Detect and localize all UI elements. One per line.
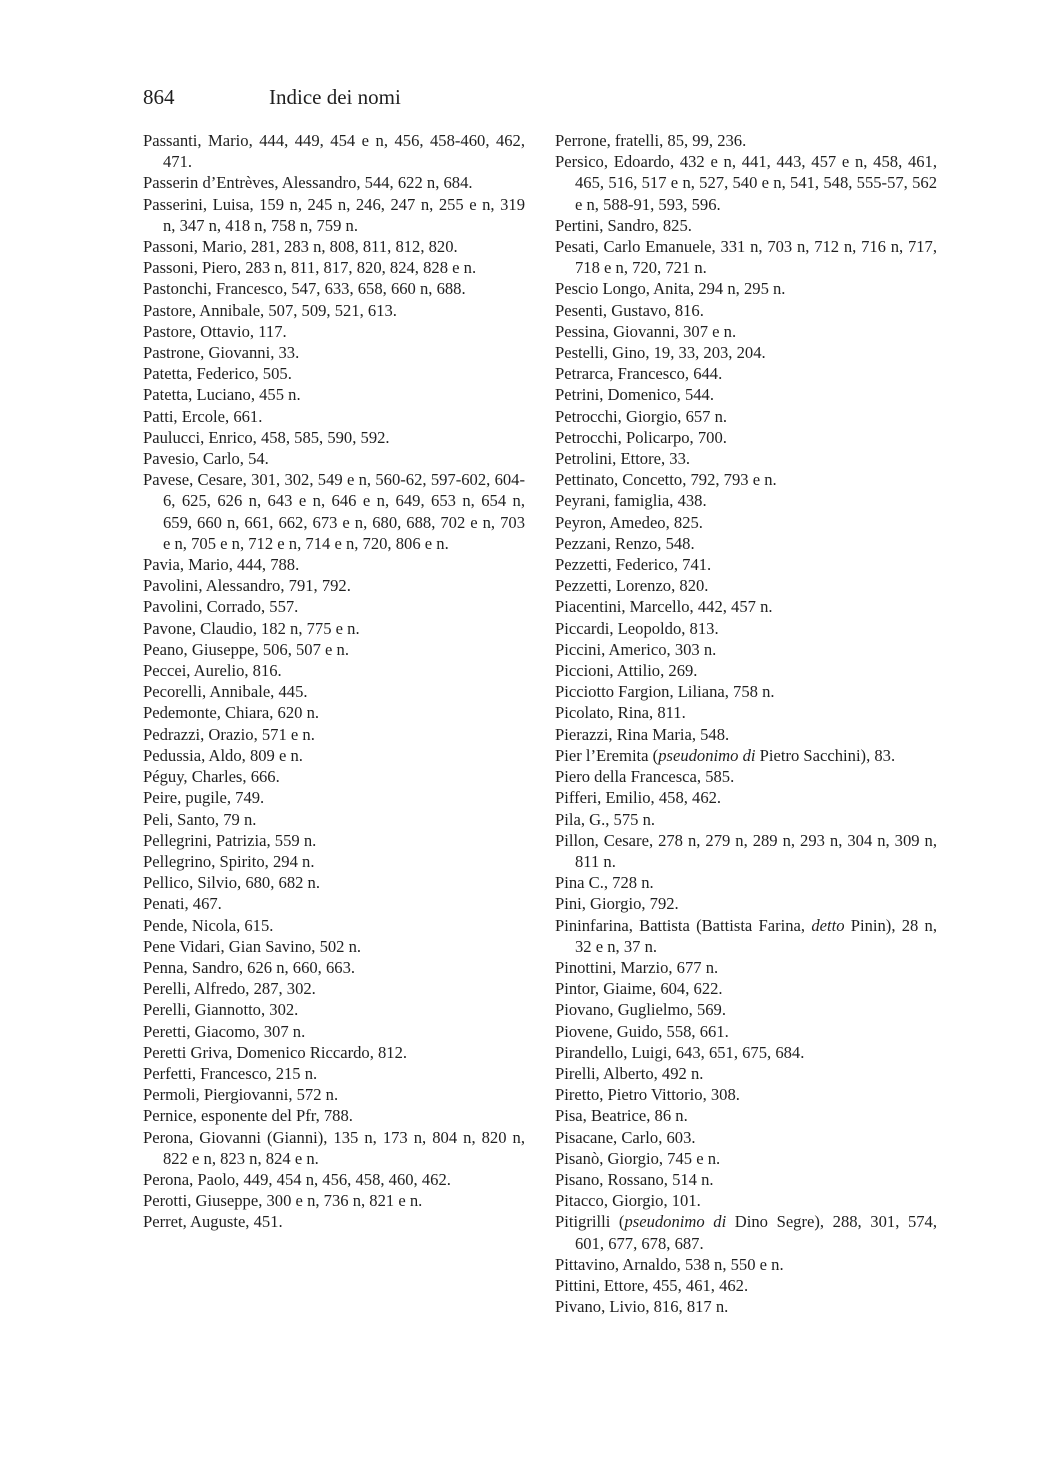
index-entry: Petrocchi, Giorgio, 657 n. — [555, 406, 728, 426]
index-entry: Pina C., 728 n. — [555, 873, 654, 893]
index-entry: Peano, Giuseppe, 506, 507 e n. — [143, 639, 350, 659]
index-entry: Pittavino, Arnaldo, 538 n, 550 e n. — [555, 1254, 784, 1274]
italic-note: pseudonimo di — [658, 745, 756, 765]
index-entry: Passoni, Piero, 283 n, 811, 817, 820, 824, 828 e n. — [143, 258, 477, 278]
italic-note: detto — [811, 915, 845, 935]
index-entry: Pittini, Ettore, 455, 461, 462. — [555, 1275, 749, 1295]
index-entry: Peyrani, famiglia, 438. — [555, 491, 707, 511]
index-entry: Pavolini, Alessandro, 791, 792. — [143, 576, 351, 596]
index-entry: Pellegrini, Patrizia, 559 n. — [143, 830, 317, 850]
index-entry: Pastore, Ottavio, 117. — [143, 321, 287, 341]
index-entry: Pinottini, Marzio, 677 n. — [555, 957, 719, 977]
italic-note: pseudonimo di — [624, 1212, 727, 1232]
index-entry: Piovene, Guido, 558, 661. — [555, 1021, 729, 1041]
index-entry: Pertini, Sandro, 825. — [555, 215, 692, 235]
index-entry: Pininfarina, Battista (Battista Farina, detto Pinin), 28 n, 32 e n, 37 n. — [555, 915, 938, 956]
page-header — [143, 82, 401, 112]
index-entry: Pedussia, Aldo, 809 e n. — [143, 745, 303, 765]
index-entry: Piretto, Pietro Vittorio, 308. — [555, 1085, 740, 1105]
index-entry: Peretti Griva, Domenico Riccardo, 812. — [143, 1042, 408, 1062]
index-entry: Pettinato, Concetto, 792, 793 e n. — [555, 470, 777, 490]
index-entry: Pitacco, Giorgio, 101. — [555, 1191, 701, 1211]
index-entry: Passoni, Mario, 281, 283 n, 808, 811, 812, 820. — [143, 237, 458, 257]
index-entry: Pisa, Beatrice, 86 n. — [555, 1106, 688, 1126]
running-title: Indice dei nomi — [269, 85, 401, 109]
index-entry: Persico, Edoardo, 432 e n, 441, 443, 457 e n, 458, 461, 465, 516, 517 e n, 527, 540 e n, 541, 548, 555-57, 562 e n, 588-91, 593, 596. — [555, 152, 937, 214]
index-entry: Piccardi, Leopoldo, 813. — [555, 618, 719, 638]
index-column-left — [143, 130, 525, 1233]
index-entry: Pastrone, Giovanni, 33. — [143, 343, 300, 363]
index-entry: Penati, 467. — [143, 894, 222, 914]
index-entry: Perona, Giovanni (Gianni), 135 n, 173 n, 804 n, 820 n, 822 e n, 823 n, 824 e n. — [143, 1127, 525, 1168]
index-entry: Pisanò, Giorgio, 745 e n. — [555, 1148, 721, 1168]
index-entry: Pedrazzi, Orazio, 571 e n. — [143, 724, 315, 744]
index-entry: Pene Vidari, Gian Savino, 502 n. — [143, 936, 362, 956]
index-entry: Pavone, Claudio, 182 n, 775 e n. — [143, 618, 360, 638]
index-entry: Patetta, Federico, 505. — [143, 364, 292, 384]
index-entry: Petrocchi, Policarpo, 700. — [555, 427, 727, 447]
index-entry: Pessina, Giovanni, 307 e n. — [555, 321, 737, 341]
index-entry: Pivano, Livio, 816, 817 n. — [555, 1297, 729, 1317]
index-entry: Pisano, Rossano, 514 n. — [555, 1169, 714, 1189]
index-column-right — [555, 130, 937, 1317]
index-entry: Petrini, Domenico, 544. — [555, 385, 715, 405]
index-entry: Perelli, Giannotto, 302. — [143, 1000, 299, 1020]
index-entry: Piccini, Americo, 303 n. — [555, 639, 717, 659]
index-entry: Pier l’Eremita (pseudonimo di Pietro Sacchini), 83. — [555, 745, 896, 765]
index-entry: Pezzetti, Lorenzo, 820. — [555, 576, 709, 596]
index-entry: Pierazzi, Rina Maria, 548. — [555, 724, 730, 744]
index-entry: Perrone, fratelli, 85, 99, 236. — [555, 131, 747, 150]
index-entry: Peyron, Amedeo, 825. — [555, 512, 703, 532]
index-entry: Passerin d’Entrèves, Alessandro, 544, 622 n, 684. — [143, 173, 473, 193]
index-entry: Pirelli, Alberto, 492 n. — [555, 1063, 704, 1083]
index-entry: Pila, G., 575 n. — [555, 809, 656, 829]
index-entry: Perelli, Alfredo, 287, 302. — [143, 979, 316, 999]
index-entry: Perona, Paolo, 449, 454 n, 456, 458, 460, 462. — [143, 1169, 451, 1189]
index-entry: Pedemonte, Chiara, 620 n. — [143, 703, 320, 723]
index-entry: Perret, Auguste, 451. — [143, 1212, 283, 1232]
index-entry: Petrolini, Ettore, 33. — [555, 449, 691, 469]
index-entry: Passanti, Mario, 444, 449, 454 e n, 456, 458-460, 462, 471. — [143, 131, 525, 172]
index-entry: Paulucci, Enrico, 458, 585, 590, 592. — [143, 427, 390, 447]
index-entry: Pellegrino, Spirito, 294 n. — [143, 851, 315, 871]
index-entry: Patetta, Luciano, 455 n. — [143, 385, 301, 405]
index-entry: Pernice, esponente del Pfr, 788. — [143, 1106, 353, 1126]
index-entry: Perotti, Giuseppe, 300 e n, 736 n, 821 e n. — [143, 1191, 423, 1211]
index-entry: Pavia, Mario, 444, 788. — [143, 555, 300, 575]
index-entry: Peretti, Giacomo, 307 n. — [143, 1021, 306, 1041]
index-entry: Petrarca, Francesco, 644. — [555, 364, 723, 384]
index-entry: Pellico, Silvio, 680, 682 n. — [143, 873, 321, 893]
index-entry: Pifferi, Emilio, 458, 462. — [555, 788, 722, 808]
index-entry: Passerini, Luisa, 159 n, 245 n, 246, 247 n, 255 e n, 319 n, 347 n, 418 n, 758 n, 759 n. — [143, 194, 525, 235]
index-entry: Picolato, Rina, 811. — [555, 703, 686, 723]
index-entry: Pescio Longo, Anita, 294 n, 295 n. — [555, 279, 786, 299]
index-entry: Pintor, Giaime, 604, 622. — [555, 979, 723, 999]
index-entry: Pisacane, Carlo, 603. — [555, 1127, 696, 1147]
index-entry: Picciotto Fargion, Liliana, 758 n. — [555, 682, 775, 702]
index-entry: Piacentini, Marcello, 442, 457 n. — [555, 597, 773, 617]
index-entry: Perfetti, Francesco, 215 n. — [143, 1063, 318, 1083]
index-entry: Péguy, Charles, 666. — [143, 767, 280, 787]
index-entry: Peire, pugile, 749. — [143, 788, 265, 808]
index-entry: Pitigrilli (pseudonimo di Dino Segre), 288, 301, 574, 601, 677, 678, 687. — [555, 1212, 937, 1253]
index-entry: Peccei, Aurelio, 816. — [143, 661, 282, 681]
index-entry: Pastonchi, Francesco, 547, 633, 658, 660 n, 688. — [143, 279, 466, 299]
index-entry: Pesenti, Gustavo, 816. — [555, 300, 704, 320]
index-entry: Permoli, Piergiovanni, 572 n. — [143, 1085, 339, 1105]
index-entry: Pecorelli, Annibale, 445. — [143, 682, 308, 702]
index-entry: Pillon, Cesare, 278 n, 279 n, 289 n, 293 n, 304 n, 309 n, 811 n. — [555, 830, 937, 871]
index-entry: Pesati, Carlo Emanuele, 331 n, 703 n, 712 n, 716 n, 717, 718 e n, 720, 721 n. — [555, 237, 937, 278]
index-entry: Piccioni, Attilio, 269. — [555, 661, 698, 681]
index-entry: Pende, Nicola, 615. — [143, 915, 274, 935]
index-entry: Piovano, Guglielmo, 569. — [555, 1000, 727, 1020]
index-entry: Pavesio, Carlo, 54. — [143, 449, 269, 469]
index-entry: Pavese, Cesare, 301, 302, 549 e n, 560-62, 597-602, 604-6, 625, 626 n, 643 e n, 646 e n, 649, 653 n, 654 n, 659, 660 n, 661, 662, 673 e n, 680, 688, 702 e n, 703 e n, 705 e n, 712 e n, 714 e n, 720, 806 e n. — [143, 470, 525, 553]
index-entry: Pirandello, Luigi, 643, 651, 675, 684. — [555, 1042, 805, 1062]
index-entry: Patti, Ercole, 661. — [143, 406, 263, 426]
index-entry: Pavolini, Corrado, 557. — [143, 597, 299, 617]
index-entry: Pezzani, Renzo, 548. — [555, 533, 695, 553]
index-entry: Pini, Giorgio, 792. — [555, 894, 679, 914]
page-number: 864 — [143, 85, 175, 109]
index-entry: Pezzetti, Federico, 741. — [555, 555, 712, 575]
index-entry: Pastore, Annibale, 507, 509, 521, 613. — [143, 300, 397, 320]
index-entry: Penna, Sandro, 626 n, 660, 663. — [143, 957, 356, 977]
index-entry: Piero della Francesca, 585. — [555, 767, 735, 787]
index-entry: Peli, Santo, 79 n. — [143, 809, 257, 829]
index-entry: Pestelli, Gino, 19, 33, 203, 204. — [555, 343, 766, 363]
